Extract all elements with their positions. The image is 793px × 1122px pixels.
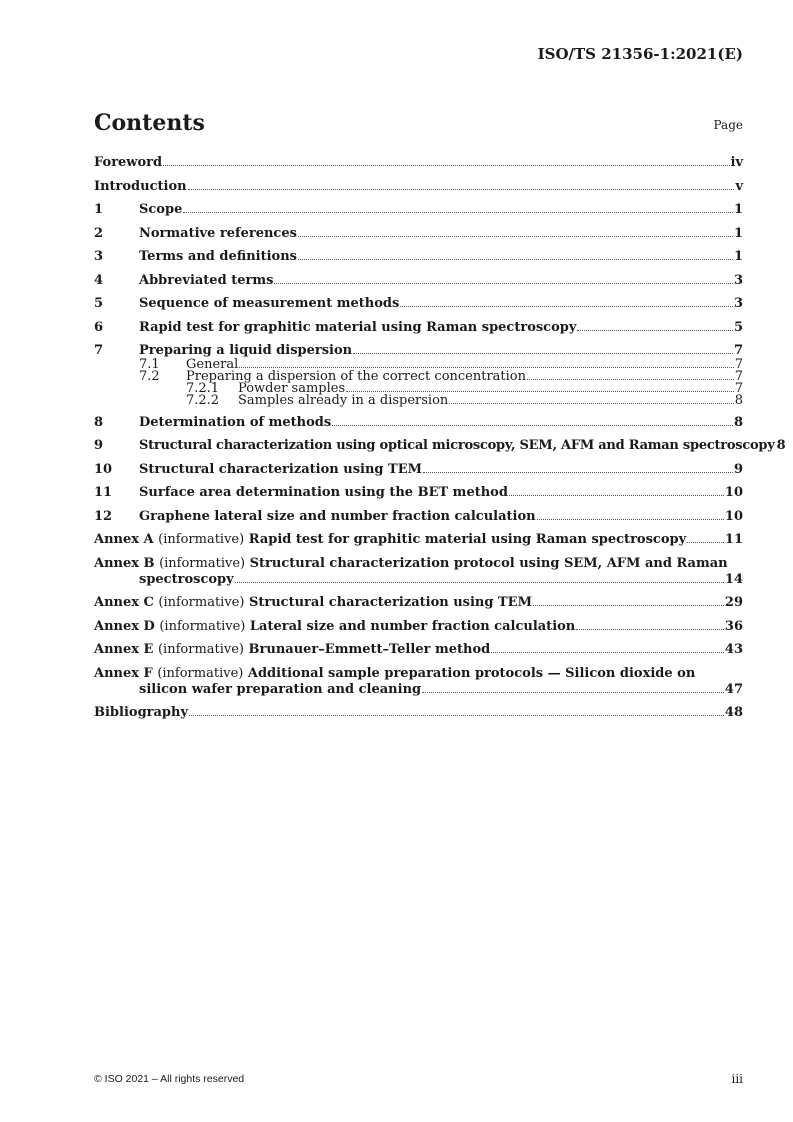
toc-page: 10 [724, 508, 743, 524]
toc-page: 36 [724, 618, 743, 634]
annex-title-line-1: Additional sample preparation protocols — Silicon dioxide on [247, 665, 696, 681]
annex-title-line-2: spectroscopy [139, 571, 234, 587]
toc-number: 4 [94, 272, 104, 288]
toc-page: 8 [733, 414, 743, 430]
toc-page: 11 [724, 532, 743, 547]
toc-title: Bibliography [94, 705, 189, 720]
toc-number: 1 [94, 202, 104, 217]
toc-number: 10 [94, 461, 113, 477]
toc-entry-6[interactable] [94, 320, 743, 336]
toc-title [94, 532, 686, 548]
dot-leader [188, 189, 735, 190]
annex-label: Annex A [94, 532, 154, 547]
dot-leader [346, 391, 734, 392]
dot-leader [235, 582, 724, 583]
toc-number: 9 [94, 438, 103, 453]
dot-leader [537, 519, 724, 520]
toc-entry-annex-d[interactable] [94, 619, 743, 635]
dot-leader [189, 715, 724, 716]
toc-number: 3 [94, 249, 104, 264]
annex-title: Lateral size and number fraction calculation [249, 618, 576, 634]
toc-title: Graphene lateral size and number fraction calculation [139, 508, 536, 524]
toc-title: Rapid test for graphitic material using Raman spectroscopy [139, 319, 577, 335]
annex-line-2 [94, 572, 743, 588]
toc-number: 12 [94, 508, 113, 524]
toc-entry-annex-c[interactable] [94, 595, 743, 611]
toc-title: Surface area determination using the BET method [139, 485, 508, 500]
toc-entry-bibliography[interactable] [94, 705, 743, 721]
dot-leader [423, 472, 733, 473]
toc-entry-annex-f[interactable] [94, 666, 743, 698]
annex-title-line-2: silicon wafer preparation and cleaning [139, 681, 422, 697]
annex-type: (informative) [158, 532, 245, 547]
toc-entry-annex-a[interactable] [94, 532, 743, 548]
toc-number: 5 [94, 296, 104, 311]
toc-page: 10 [724, 485, 743, 500]
toc-entry-10[interactable] [94, 462, 743, 478]
toc-page: 5 [733, 319, 743, 335]
toc-page: 43 [724, 642, 743, 657]
toc-title: Preparing a dispersion of the correct concentration [186, 369, 527, 384]
document-id: ISO/TS 21356-1:2021(E) [537, 45, 743, 63]
annex-line-2 [94, 682, 743, 698]
annex-title: Brunauer–Emmett–Teller method [248, 642, 491, 657]
toc-number: 7.1 [139, 357, 160, 372]
toc-page: 29 [724, 595, 743, 610]
toc-number: 2 [94, 225, 104, 241]
annex-type: (informative) [158, 595, 245, 610]
dot-leader [491, 652, 724, 653]
dot-leader [332, 425, 733, 426]
dot-leader [274, 283, 733, 284]
toc-entry-9[interactable] [94, 438, 786, 454]
annex-title-line-1: Structural characterization protocol using SEM, AFM and Raman [249, 555, 728, 571]
toc-entry-8[interactable] [94, 415, 743, 431]
dot-leader [163, 165, 729, 166]
toc-entry-5[interactable] [94, 296, 743, 312]
toc-title: Scope [139, 202, 183, 217]
toc-page: 7 [733, 343, 743, 358]
page-column-label: Page [713, 118, 743, 132]
toc-entry-annex-b[interactable] [94, 556, 743, 588]
toc-page: 14 [724, 571, 743, 587]
toc-entry-7-2-2[interactable] [94, 395, 743, 407]
dot-leader [577, 330, 733, 331]
toc-title: Terms and definitions [139, 249, 297, 264]
footer-copyright: © ISO 2021 – All rights reserved [94, 1073, 245, 1085]
annex-type: (informative) [159, 555, 246, 571]
toc-title: General [186, 357, 239, 372]
toc-page: v [735, 178, 743, 194]
toc-page: 7 [734, 357, 743, 372]
toc-entry-1[interactable] [94, 202, 743, 218]
toc-page: 1 [733, 249, 743, 264]
toc-title: Foreword [94, 155, 163, 170]
toc-page: 7 [734, 381, 743, 396]
annex-label: Annex E [94, 642, 154, 657]
annex-type: (informative) [157, 642, 245, 657]
toc-number: 11 [94, 485, 113, 500]
dot-leader [422, 692, 724, 693]
dot-leader [298, 259, 733, 260]
annex-line-1 [94, 556, 743, 572]
dot-leader [509, 495, 724, 496]
toc-title: Abbreviated terms [139, 272, 274, 288]
toc-entry-3[interactable] [94, 249, 743, 265]
dot-leader [527, 379, 734, 380]
toc-page: 3 [733, 296, 743, 311]
annex-type: (informative) [157, 665, 244, 681]
dot-leader [239, 367, 733, 368]
toc-entry-annex-e[interactable] [94, 642, 743, 658]
toc-title [94, 619, 575, 635]
toc-entry-2[interactable] [94, 226, 743, 242]
toc-entry-4[interactable] [94, 273, 743, 289]
toc-title: Preparing a liquid dispersion [139, 343, 353, 358]
dot-leader [298, 236, 733, 237]
toc-page: 9 [733, 461, 743, 477]
toc-title: Structural characterization using optical microscopy, SEM, AFM and Raman spectroscopy [139, 438, 775, 453]
toc-page: 1 [733, 202, 743, 217]
toc-page: 3 [733, 272, 743, 288]
contents-title: Contents [94, 110, 205, 136]
toc-page: 1 [733, 225, 743, 241]
annex-line-1 [94, 666, 743, 682]
toc-number: 7.2.2 [186, 393, 220, 408]
dot-leader [183, 212, 733, 213]
annex-type: (informative) [159, 618, 246, 634]
dot-leader [449, 403, 733, 404]
toc-page: 7 [734, 369, 743, 384]
toc-title: Sequence of measurement methods [139, 296, 400, 311]
footer-page-number: iii [731, 1072, 743, 1086]
table-of-contents [94, 155, 786, 721]
annex-label: Annex B [94, 555, 155, 571]
toc-number: 7 [94, 343, 104, 358]
toc-number: 7.2.1 [186, 381, 220, 396]
toc-title: Structural characterization using TEM [139, 461, 422, 477]
toc-entry-foreword[interactable] [94, 155, 743, 171]
toc-page: iv [730, 155, 743, 170]
toc-entry-11[interactable] [94, 485, 743, 501]
toc-page: 47 [724, 681, 743, 697]
toc-page: 8 [776, 438, 786, 453]
annex-label: Annex F [94, 665, 153, 681]
toc-title: Normative references [139, 225, 297, 241]
annex-title: Rapid test for graphitic material using Raman spectroscopy [248, 532, 687, 547]
toc-title [94, 595, 532, 611]
toc-number: 7.2 [139, 369, 160, 384]
toc-title: Samples already in a dispersion [238, 393, 449, 408]
toc-title: Determination of methods [139, 414, 332, 430]
annex-label: Annex D [94, 618, 155, 634]
toc-entry-12[interactable] [94, 509, 743, 525]
toc-page: 48 [724, 705, 743, 720]
dot-leader [533, 605, 724, 606]
toc-entry-introduction[interactable] [94, 179, 743, 195]
annex-label: Annex C [94, 595, 154, 610]
toc-number: 8 [94, 414, 104, 430]
dot-leader [687, 542, 724, 543]
toc-title: Powder samples [238, 381, 346, 396]
toc-page: 8 [734, 393, 743, 408]
toc-number: 6 [94, 319, 104, 335]
dot-leader [353, 353, 733, 354]
toc-title [94, 642, 490, 658]
dot-leader [400, 306, 733, 307]
toc-title: Introduction [94, 178, 187, 194]
dot-leader [576, 629, 724, 630]
annex-title: Structural characterization using TEM [248, 595, 532, 610]
